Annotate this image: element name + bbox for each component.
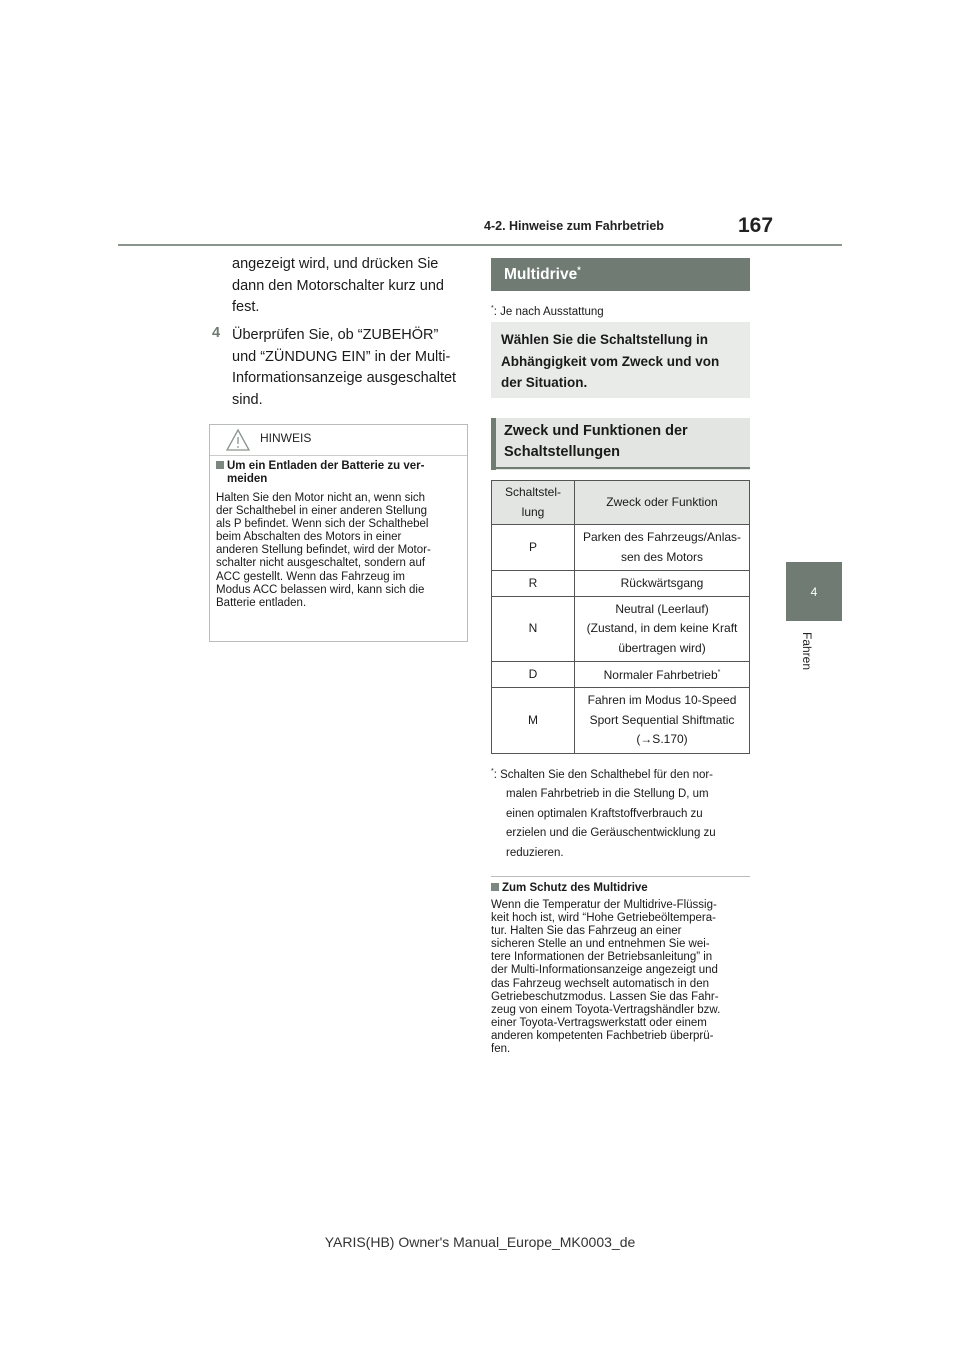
continued-paragraph xyxy=(232,254,472,319)
shift-position: N xyxy=(492,597,575,662)
shift-function: Parken des Fahrzeugs/Anlas- sen des Motors xyxy=(575,525,750,571)
notice-subtitle: Um ein Entladen der Batterie zu ver- meiden xyxy=(216,460,461,486)
shift-position: D xyxy=(492,662,575,688)
text-line: Informationsanzeige ausgeschaltet xyxy=(232,370,457,386)
footnote-top: *: Je nach Ausstattung xyxy=(491,305,604,318)
shift-position: R xyxy=(492,571,575,597)
section-title: 4-2. Hinweise zum Fahrbetrieb xyxy=(484,219,664,233)
multidrive-heading: Multidrive* xyxy=(491,258,750,291)
table-row xyxy=(492,525,750,571)
notice-divider xyxy=(210,455,467,456)
chapter-label: Fahren xyxy=(800,632,814,671)
notice-box xyxy=(209,424,468,642)
table-row xyxy=(492,688,750,754)
step-number: 4 xyxy=(212,325,221,341)
square-bullet-icon xyxy=(216,461,224,469)
manual-footer: YARIS(HB) Owner's Manual_Europe_MK0003_de xyxy=(324,1234,636,1250)
shift-function: Rückwärtsgang xyxy=(575,571,750,597)
notice-title: HINWEIS xyxy=(260,431,312,445)
page-number: 167 xyxy=(738,214,774,237)
shift-position: P xyxy=(492,525,575,571)
shift-function: Neutral (Leerlauf) (Zustand, in dem keine Kraft übertragen wird) xyxy=(575,597,750,662)
warning-triangle-icon xyxy=(225,428,251,452)
chapter-number: 4 xyxy=(810,584,818,599)
table-header-cell: Schaltstel- lung xyxy=(492,481,575,525)
subsection-heading: Zweck und Funktionen der Schaltstellungen xyxy=(491,418,750,470)
shift-position: M xyxy=(492,688,575,754)
text-line: Überprüfen Sie, ob “ZUBEHÖR” xyxy=(232,327,439,343)
protection-body: Wenn die Temperatur der Multidrive-Flüssig- keit hoch ist, wird “Hohe Getriebeöltempera- tur. Halten Sie das Fahrzeug an einer sicheren Stelle an und entnehmen Sie wei- tere Informationen der Betriebsanleitung” in der Multi-Informationsanzeige angezeigt und das Fahrzeug wechselt automatisch in den Getriebeschutzmodus. Lassen Sie das Fahr- zeug von einem Toyota-Vertragshändler bzw. einer Toyota-Vertragswerkstatt oder einem anderen kompetenten Fachbetrieb überprü- fen. xyxy=(491,899,721,1056)
text-line: dann den Motorschalter kurz und xyxy=(232,277,444,294)
intro-box: Wählen Sie die Schaltstellung in Abhängigkeit vom Zweck und von der Situation. xyxy=(491,322,750,398)
shift-function: Normaler Fahrbetrieb* xyxy=(575,662,750,688)
text-line: angezeigt wird, und drücken Sie xyxy=(232,256,439,272)
footnote-bottom: *: Schalten Sie den Schalthebel für den nor- malen Fahrbetrieb in die Stellung D, um einen optimalen Kraftstoffverbrauch zu erzielen und die Geräuschentwicklung zu reduzieren. xyxy=(491,768,716,859)
table-row xyxy=(492,571,750,597)
text-line: sind. xyxy=(232,391,263,408)
table-header-row xyxy=(492,481,750,525)
text-line: und “ZÜNDUNG EIN” in der Multi- xyxy=(232,348,451,365)
table-row xyxy=(492,662,750,688)
header-divider xyxy=(118,244,842,246)
page-reference-link[interactable]: (→S.170) xyxy=(636,732,688,747)
shift-position-table xyxy=(491,480,750,754)
step-paragraph xyxy=(232,325,472,411)
table-row xyxy=(492,597,750,662)
shift-function: Fahren im Modus 10-Speed Sport Sequential Shiftmatic (→S.170) xyxy=(575,688,750,754)
table-header-cell: Zweck oder Funktion xyxy=(575,481,750,525)
square-bullet-icon xyxy=(491,883,499,891)
notice-body: Halten Sie den Motor nicht an, wenn sich der Schalthebel in einer anderen Stellung als P befindet. Wenn sich der Schalthebel beim Abschalten des Motors in einer anderen Stellung befindet, wird der Motor- schalter nicht ausgeschaltet, sondern auf ACC gestellt. Wenn das Fahrzeug im Modus ACC belassen wird, kann sich die Batterie entladen. xyxy=(216,492,431,609)
chapter-tab[interactable] xyxy=(786,562,842,621)
text-line: fest. xyxy=(232,299,260,315)
protection-heading: Zum Schutz des Multidrive xyxy=(491,882,648,894)
section-divider xyxy=(491,876,750,877)
